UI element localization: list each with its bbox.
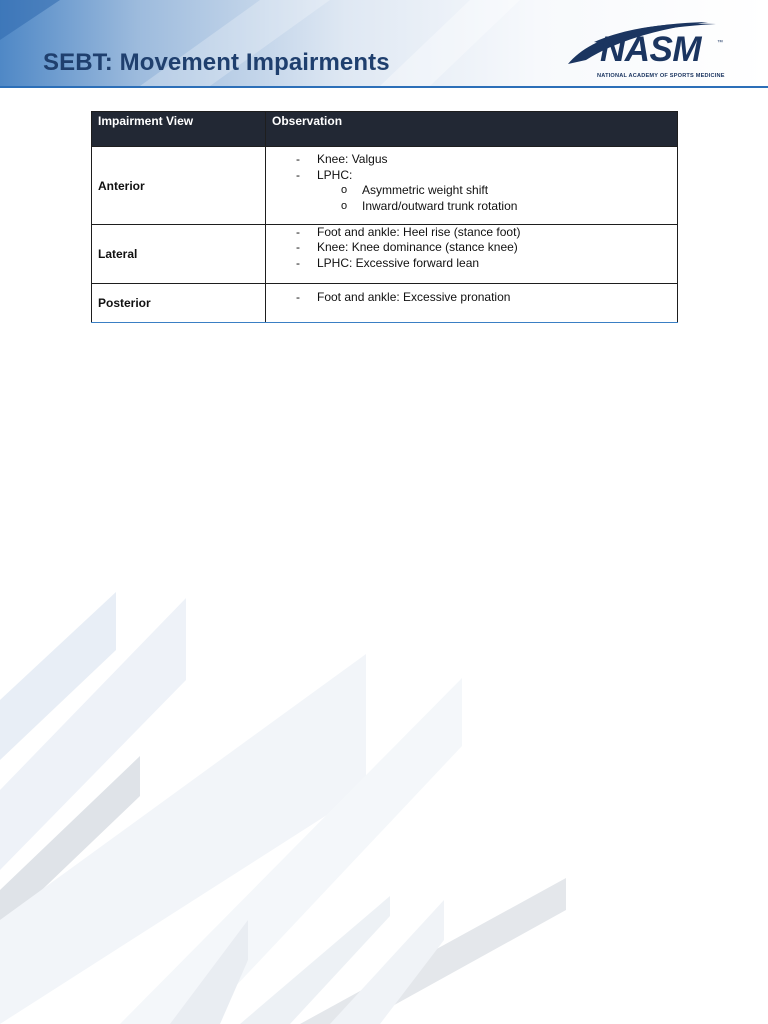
logo-subtitle: NATIONAL ACADEMY OF SPORTS MEDICINE (597, 73, 725, 79)
observation-list (266, 225, 677, 272)
observation-cell (266, 225, 678, 284)
observation-subitem: o Asymmetric weight shift (266, 183, 677, 199)
observation-item: - Foot and ankle: Excessive pronation (266, 290, 677, 306)
observation-item: - LPHC: (266, 168, 677, 184)
column-header-impairment-view: Impairment View (92, 112, 266, 147)
logo-trademark: ™ (717, 40, 723, 46)
observation-subitem: o Inward/outward trunk rotation (266, 199, 677, 215)
column-header-observation: Observation (266, 112, 678, 147)
impairment-view-cell: Anterior (92, 147, 266, 225)
background-diagonal-stripes-graphic (0, 560, 768, 1024)
impairment-view-cell: Lateral (92, 225, 266, 284)
observation-item: - Knee: Valgus (266, 152, 677, 168)
impairment-view-cell: Posterior (92, 284, 266, 323)
header-divider-line (0, 86, 768, 88)
logo-wordmark: NASM (600, 30, 702, 69)
table-header-row (92, 112, 678, 147)
nasm-logo (566, 18, 728, 82)
observation-item: - Foot and ankle: Heel rise (stance foot) (266, 225, 677, 241)
observation-list (266, 152, 677, 214)
observation-cell (266, 147, 678, 225)
observation-cell (266, 284, 678, 323)
movement-impairments-table (91, 111, 678, 323)
page-title: SEBT: Movement Impairments (43, 49, 390, 76)
table-row-lateral (92, 225, 678, 284)
observation-item: - LPHC: Excessive forward lean (266, 256, 677, 272)
table-row-posterior (92, 284, 678, 323)
table-row-anterior (92, 147, 678, 225)
observation-item: - Knee: Knee dominance (stance knee) (266, 240, 677, 256)
observation-list (266, 290, 677, 306)
